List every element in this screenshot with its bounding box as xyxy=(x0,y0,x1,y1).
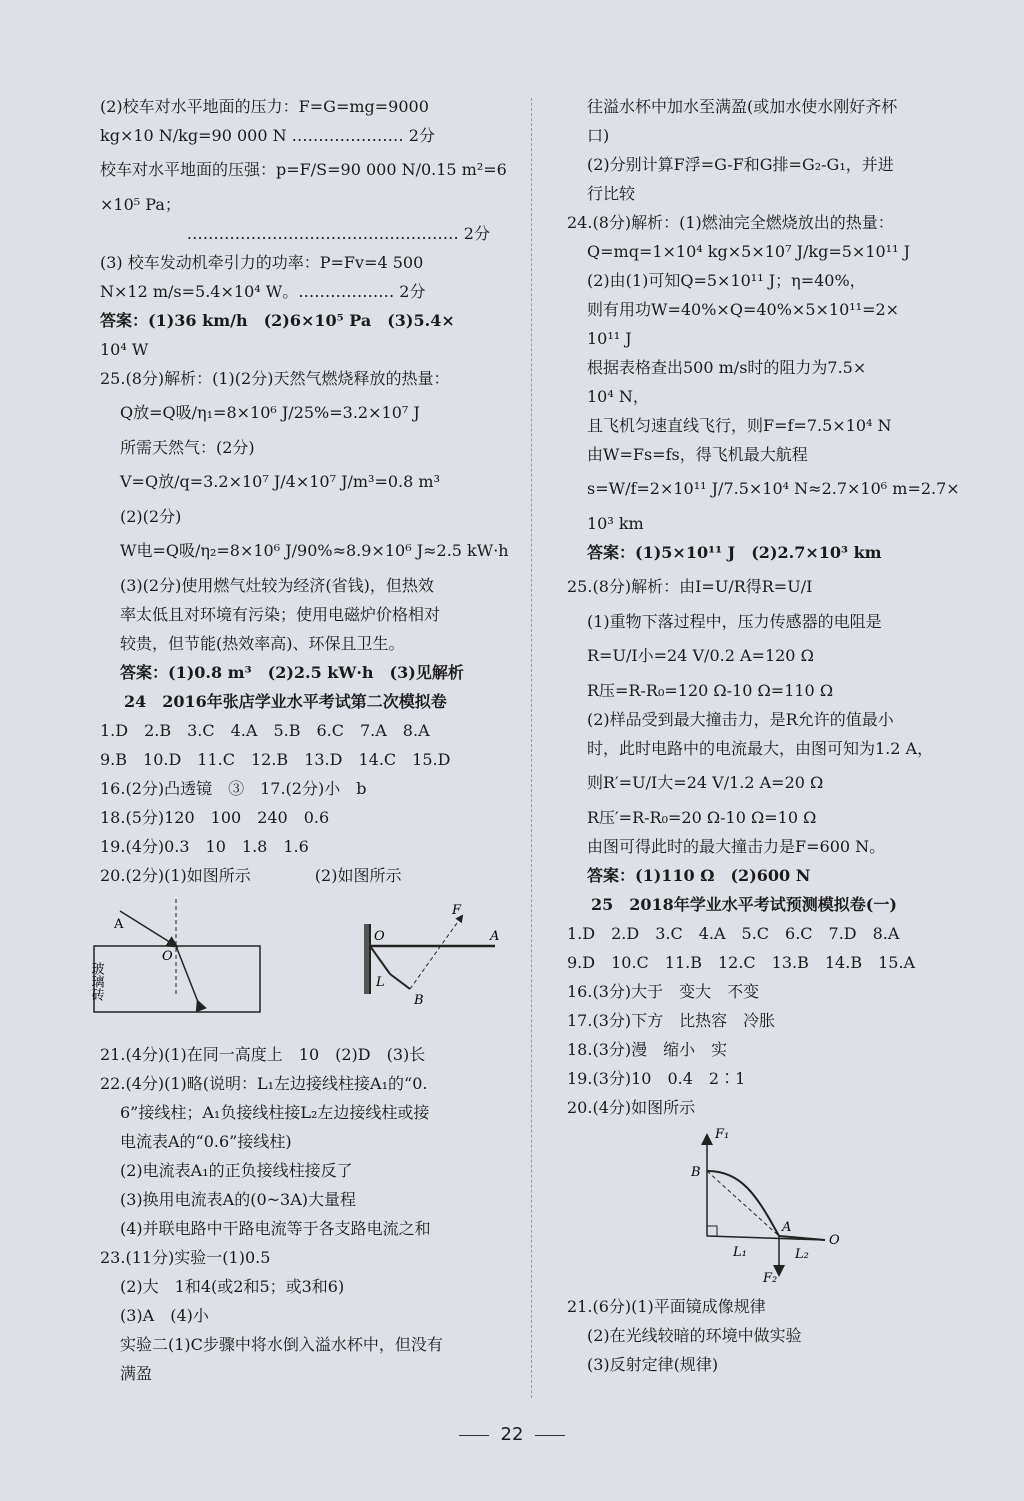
text-line: …………………………………………… 2分 xyxy=(186,224,490,243)
a-label: A xyxy=(782,1220,792,1235)
column-divider xyxy=(531,98,532,1398)
point-b-label: B xyxy=(414,993,424,1008)
text-line: 16.(3分)大于 变大 不变 xyxy=(567,982,760,1001)
text-line: 9.D 10.C 11.B 12.C 13.B 14.B 15.A xyxy=(567,953,916,972)
text-line: 18.(3分)漫 缩小 实 xyxy=(567,1040,728,1059)
text-line: 23.(11分)实验一(1)0.5 xyxy=(100,1248,271,1267)
text-line: 口) xyxy=(587,126,610,145)
right-column xyxy=(567,92,977,1379)
text-line: 25.(8分)解析：(1)(2分)天然气燃烧释放的热量： xyxy=(100,369,450,388)
point-o-label: O xyxy=(162,949,173,964)
answer-line: 答案：(1)0.8 m³ (2)2.5 kW·h (3)见解析 xyxy=(120,663,464,682)
section-heading: 24 2016年张店学业水平考试第二次模拟卷 xyxy=(124,692,447,711)
answer-line: 答案：(1)36 km/h (2)6×10⁵ Pa (3)5.4× xyxy=(100,311,455,330)
text-line: 10³ km xyxy=(587,514,644,533)
text-line: (3)A (4)小 xyxy=(120,1306,209,1325)
text-line: 率太低且对环境有污染；使用电磁炉价格相对 xyxy=(120,605,441,624)
text-line: 实验二(1)C步骤中将水倒入溢水杯中，但没有 xyxy=(120,1335,443,1354)
text-line: R压=R-R₀=120 Ω-10 Ω=110 Ω xyxy=(587,681,834,700)
text-line: (2)在光线较暗的环境中做实验 xyxy=(587,1326,802,1345)
answer-line: 答案：(1)5×10¹¹ J (2)2.7×10³ km xyxy=(587,543,882,562)
formula-line: 则R′=U/I大=24 V/1.2 A=20 Ω xyxy=(587,773,824,792)
text-line: (2)校车对水平地面的压力：F=G=mg=9000 xyxy=(100,97,429,116)
formula-line: R=U/I小=24 V/0.2 A=120 Ω xyxy=(587,646,814,665)
o-label: O xyxy=(829,1233,840,1248)
text-line: 9.B 10.D 11.C 12.B 13.D 14.C 15.D xyxy=(100,750,451,769)
refracted-ray xyxy=(176,946,198,1002)
text-line: 校车对水平地面的压强：p=F/S=90 000 N/0.15 m²=6 xyxy=(100,160,507,179)
force-arm-diagram xyxy=(567,1126,977,1286)
text-line: kg×10 N/kg=90 000 N ………………… 2分 xyxy=(100,126,435,145)
text-line: 10¹¹ J xyxy=(587,329,632,348)
text-line: ×10⁵ Pa； xyxy=(100,195,181,214)
text-line: R压′=R-R₀=20 Ω-10 Ω=10 Ω xyxy=(587,808,817,827)
text-line: (3)(2分)使用燃气灶较为经济(省钱)，但热效 xyxy=(120,576,434,595)
glass-label: 玻璃砖 xyxy=(88,962,104,1001)
text-line: 22.(4分)(1)略(说明：L₁左边接线柱接A₁的“0. xyxy=(100,1074,428,1093)
text-line: (2)(2分) xyxy=(120,507,182,526)
wall-o-label: O xyxy=(374,929,385,944)
text-line: 24.(8分)解析：(1)燃油完全燃烧放出的热量： xyxy=(567,213,894,232)
text-line: 21.(6分)(1)平面镜成像规律 xyxy=(567,1297,766,1316)
text-line: (3)换用电流表A的(0~3A)大量程 xyxy=(120,1190,357,1209)
l1-label: L₁ xyxy=(733,1245,747,1260)
formula-line: 25.(8分)解析：由I=U/R得R=U/I xyxy=(567,577,813,596)
text-line: 19.(3分)10 0.4 2∶1 xyxy=(567,1069,746,1088)
figure-row xyxy=(88,894,500,1034)
text-line: 所需天然气：(2分) xyxy=(120,438,255,457)
formula-line: V=Q放/q=3.2×10⁷ J/4×10⁷ J/m³=0.8 m³ xyxy=(120,472,440,491)
text-line: 17.(3分)下方 比热容 冷胀 xyxy=(567,1011,776,1030)
text-line: (1)重物下落过程中，压力传感器的电阻是 xyxy=(587,612,882,631)
formula-line: Q放=Q吸/η₁=8×10⁶ J/25%=3.2×10⁷ J xyxy=(120,403,420,422)
text-line: 10⁴ N， xyxy=(587,387,649,406)
text-line: 21.(4分)(1)在同一高度上 10 (2)D (3)长 xyxy=(100,1045,426,1064)
point-a-label: A xyxy=(114,917,124,932)
text-line: 时，此时电路中的电流最大，由图可知为1.2 A， xyxy=(587,739,934,758)
text-line: (2)大 1和4(或2和5；或3和6) xyxy=(120,1277,345,1296)
text-line: 根据表格查出500 m/s时的阻力为7.5× xyxy=(587,358,867,377)
text-line: 较贵，但节能(热效率高)、环保且卫生。 xyxy=(120,634,405,653)
text-line: Q=mq=1×10⁴ kg×5×10⁷ J/kg=5×10¹¹ J xyxy=(587,242,910,261)
left-column xyxy=(88,92,509,1388)
force-f-label: F xyxy=(452,903,462,918)
text-line: (3) 校车发动机牵引力的功率：P=Fv=4 500 xyxy=(100,253,424,272)
text-line: 且飞机匀速直线飞行，则F=f=7.5×10⁴ N xyxy=(587,416,892,435)
text-line: 20.(4分)如图所示 xyxy=(567,1098,696,1117)
formula-line: W电=Q吸/η₂=8×10⁶ J/90%≈8.9×10⁶ J≈2.5 kW·h xyxy=(120,541,509,560)
formula-line: s=W/f=2×10¹¹ J/7.5×10⁴ N≈2.7×10⁶ m=2.7× xyxy=(587,479,960,498)
text-line: (3)反射定律(规律) xyxy=(587,1355,719,1374)
text-line: 行比较 xyxy=(587,184,636,203)
text-line: 1.D 2.D 3.C 4.A 5.C 6.C 7.D 8.A xyxy=(567,924,900,943)
text-line: (2)样品受到最大撞击力，是R允许的值最小 xyxy=(587,710,894,729)
text-line: (4)并联电路中干路电流等于各支路电流之和 xyxy=(120,1219,431,1238)
refraction-and-lever-diagram xyxy=(88,894,520,1034)
force-f xyxy=(410,916,462,989)
f1-label: F₁ xyxy=(715,1127,730,1142)
text-line: 6”接线柱；A₁负接线柱接L₂左边接线柱或接 xyxy=(120,1103,430,1122)
text-line: 由图可得此时的最大撞击力是F=600 N。 xyxy=(587,837,886,856)
arm-l-label: L xyxy=(376,975,385,990)
text-line: 18.(5分)120 100 240 0.6 xyxy=(100,808,330,827)
text-line: 16.(2分)凸透镜 ③ 17.(2分)小 b xyxy=(100,779,367,798)
l2-label: L₂ xyxy=(795,1247,809,1262)
b-label: B xyxy=(691,1165,701,1180)
point-a-label: A xyxy=(490,929,500,944)
section-heading: 25 2018年学业水平考试预测模拟卷(一) xyxy=(591,895,897,914)
text-line: 1.D 2.B 3.C 4.A 5.B 6.C 7.A 8.A xyxy=(100,721,430,740)
text-line: 往溢水杯中加水至满盈(或加水使水刚好齐杯 xyxy=(587,97,898,116)
text-line: 由W=Fs=fs，得飞机最大航程 xyxy=(587,445,808,464)
text-line: (2)电流表A₁的正负接线柱接反了 xyxy=(120,1161,353,1180)
text-line: N×12 m/s=5.4×10⁴ W。……………… 2分 xyxy=(100,282,426,301)
text-line: 满盈 xyxy=(120,1364,153,1383)
text-line: (2)由(1)可知Q=5×10¹¹ J；η=40%， xyxy=(587,271,866,290)
f2-label: F₂ xyxy=(763,1271,778,1286)
glass-brick xyxy=(94,946,260,1012)
text-line: (2)分别计算F浮=G-F和G排=G₂-G₁，并进 xyxy=(587,155,894,174)
text-line: 电流表A的“0.6”接线柱) xyxy=(120,1132,292,1151)
page-number xyxy=(0,1424,1024,1445)
answer-line: 答案：(1)110 Ω (2)600 N xyxy=(587,866,811,885)
text-line: 20.(2分)(1)如图所示 (2)如图所示 xyxy=(100,866,402,885)
text-line: 10⁴ W xyxy=(100,340,149,359)
text-line: 19.(4分)0.3 10 1.8 1.6 xyxy=(100,837,309,856)
page-number-text: 22 xyxy=(500,1424,524,1445)
incident-ray xyxy=(120,911,176,946)
text-line: 则有用功W=40%×Q=40%×5×10¹¹=2× xyxy=(587,300,900,319)
figure-row xyxy=(567,1126,977,1286)
